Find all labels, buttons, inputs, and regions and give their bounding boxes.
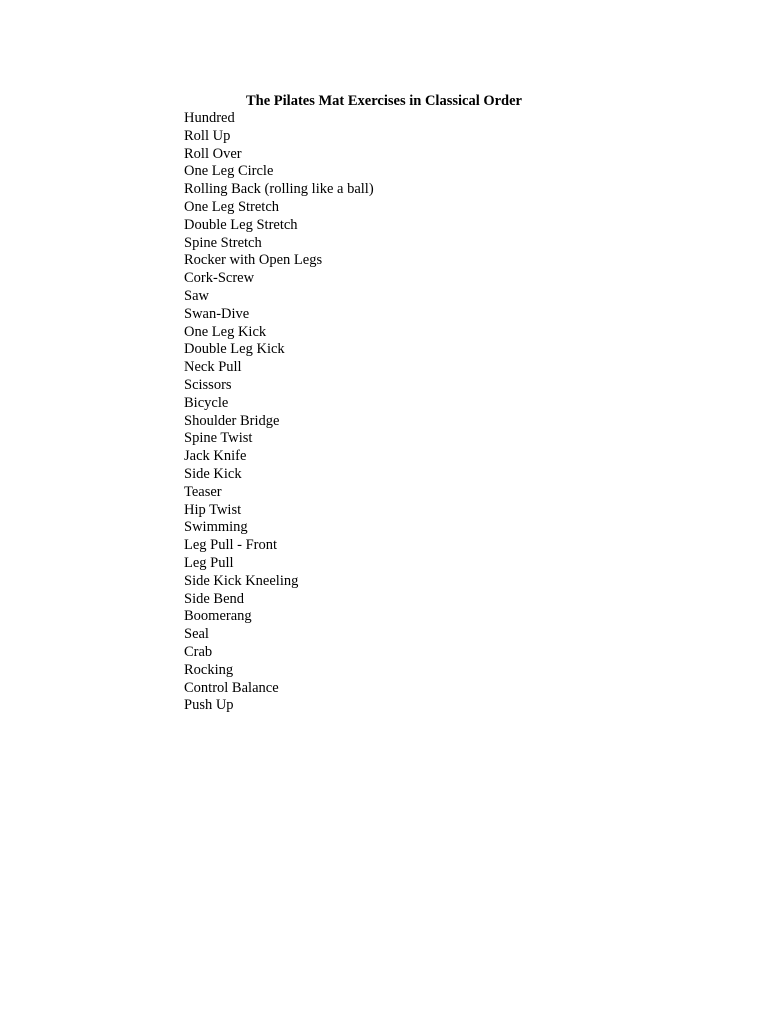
exercise-list — [184, 110, 374, 715]
exercise-item: Double Leg Stretch — [184, 216, 298, 233]
exercise-item: Roll Up — [184, 127, 231, 144]
exercise-item: Scissors — [184, 376, 232, 393]
exercise-item: One Leg Kick — [184, 323, 267, 340]
exercise-item: Cork-Screw — [184, 270, 255, 287]
exercise-item: Saw — [184, 287, 209, 304]
exercise-item: Neck Pull — [184, 359, 242, 376]
exercise-item: Swimming — [184, 519, 248, 536]
exercise-item: Leg Pull — [184, 554, 234, 571]
exercise-item: Teaser — [184, 483, 222, 500]
exercise-item: Jack Knife — [184, 448, 247, 465]
exercise-item: Double Leg Kick — [184, 341, 285, 358]
exercise-item: Side Kick — [184, 465, 242, 482]
exercise-item: One Leg Circle — [184, 163, 274, 180]
exercise-item: Control Balance — [184, 679, 279, 696]
exercise-item: One Leg Stretch — [184, 198, 280, 215]
exercise-item: Swan-Dive — [184, 305, 250, 322]
exercise-item: Roll Over — [184, 145, 242, 162]
exercise-item: Push Up — [184, 697, 234, 714]
exercise-item: Spine Twist — [184, 430, 253, 447]
exercise-item: Shoulder Bridge — [184, 412, 280, 429]
exercise-item: Rocking — [184, 661, 234, 678]
exercise-item: Seal — [184, 626, 209, 643]
exercise-item: Rocker with Open Legs — [184, 252, 323, 269]
exercise-item: Bicycle — [184, 394, 229, 411]
exercise-item: Hundred — [184, 110, 235, 126]
exercise-item: Crab — [184, 643, 213, 660]
document-title: The Pilates Mat Exercises in Classical Order — [246, 93, 522, 109]
exercise-item: Leg Pull - Front — [184, 537, 278, 554]
exercise-item: Hip Twist — [184, 501, 242, 518]
exercise-item: Rolling Back (rolling like a ball) — [184, 181, 374, 198]
exercise-item: Boomerang — [184, 608, 252, 625]
exercise-item: Side Bend — [184, 590, 245, 607]
exercise-item: Spine Stretch — [184, 234, 262, 251]
exercise-item: Side Kick Kneeling — [184, 572, 299, 589]
